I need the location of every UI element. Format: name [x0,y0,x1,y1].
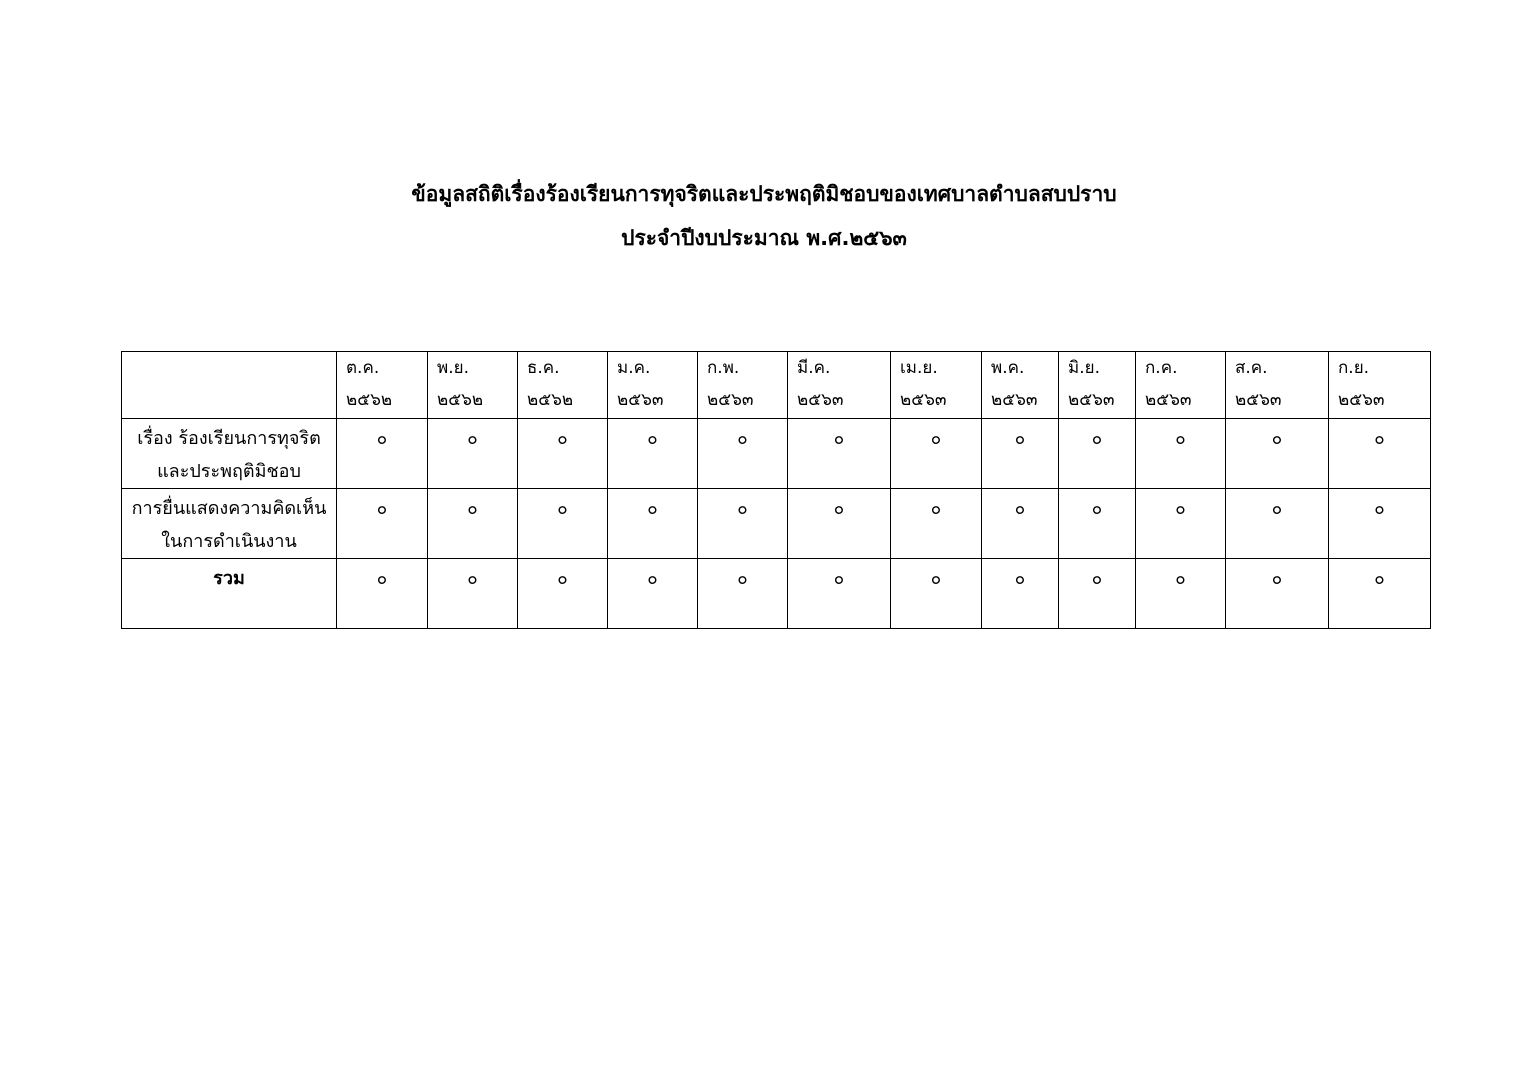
month-label: พ.ค. [991,358,1025,378]
month-label: ส.ค. [1235,358,1268,378]
value-cell: ๐ [788,489,891,559]
value-cell: ๐ [891,419,982,489]
year-label: ๒๕๖๓ [797,390,844,410]
value-cell: ๐ [518,489,608,559]
month-label: มี.ค. [797,358,831,378]
value-cell: ๐ [1226,489,1329,559]
year-label: ๒๕๖๓ [707,390,754,410]
month-header [1226,352,1329,419]
year-label: ๒๕๖๓ [900,390,947,410]
total-value-cell: ๐ [788,559,891,629]
row-label [122,489,337,559]
month-header [518,352,608,419]
month-label: มิ.ย. [1068,358,1100,378]
month-header [891,352,982,419]
year-label: ๒๕๖๓ [617,390,664,410]
month-header [788,352,891,419]
value-cell: ๐ [608,489,698,559]
month-header [698,352,788,419]
total-value-cell: ๐ [891,559,982,629]
year-label: ๒๕๖๓ [1235,390,1282,410]
total-value-cell: ๐ [982,559,1059,629]
value-cell: ๐ [788,419,891,489]
table-row [122,419,1431,489]
total-value-cell: ๐ [1329,559,1431,629]
row-label-line: ในการดำเนินงาน [161,531,297,552]
value-cell: ๐ [1329,419,1431,489]
row-label-line: และประพฤติมิชอบ [157,461,301,482]
table-header-row [122,352,1431,419]
title-line-2: ประจำปีงบประมาณ พ.ศ.๒๕๖๓ [621,226,907,250]
value-cell: ๐ [982,419,1059,489]
document-title [0,172,1528,260]
value-cell: ๐ [891,489,982,559]
month-header [1329,352,1431,419]
header-corner-cell [122,352,337,419]
total-row [122,559,1431,629]
month-header [1059,352,1136,419]
value-cell: ๐ [428,489,518,559]
table-row [122,489,1431,559]
year-label: ๒๕๖๓ [1068,390,1115,410]
total-value-cell: ๐ [1136,559,1226,629]
month-header [608,352,698,419]
total-value-cell: ๐ [698,559,788,629]
row-label [122,419,337,489]
value-cell: ๐ [1226,419,1329,489]
row-label-line: เรื่อง ร้องเรียนการทุจริต [137,428,321,449]
total-value-cell: ๐ [518,559,608,629]
value-cell: ๐ [982,489,1059,559]
total-value-cell: ๐ [428,559,518,629]
total-value-cell: ๐ [1059,559,1136,629]
total-value-cell: ๐ [608,559,698,629]
row-label-line: การยื่นแสดงความคิดเห็น [131,498,327,519]
total-value-cell: ๐ [337,559,428,629]
month-header [1136,352,1226,419]
value-cell: ๐ [518,419,608,489]
month-label: พ.ย. [437,358,469,378]
value-cell: ๐ [337,489,428,559]
year-label: ๒๕๖๓ [1145,390,1192,410]
value-cell: ๐ [428,419,518,489]
value-cell: ๐ [1136,419,1226,489]
month-header [982,352,1059,419]
year-label: ๒๕๖๒ [346,390,393,410]
month-label: ก.พ. [707,358,740,378]
month-header [337,352,428,419]
title-line-1: ข้อมูลสถิติเรื่องร้องเรียนการทุจริตและประพฤติมิชอบของเทศบาลตำบลสบปราบ [411,182,1117,206]
value-cell: ๐ [337,419,428,489]
year-label: ๒๕๖๒ [527,390,574,410]
month-label: ก.ค. [1145,358,1178,378]
month-label: ธ.ค. [527,358,560,378]
total-label: รวม [122,559,337,629]
month-header [428,352,518,419]
total-value-cell: ๐ [1226,559,1329,629]
value-cell: ๐ [1136,489,1226,559]
year-label: ๒๕๖๓ [991,390,1038,410]
value-cell: ๐ [608,419,698,489]
month-label: ม.ค. [617,358,651,378]
month-label: ต.ค. [346,358,380,378]
year-label: ๒๕๖๓ [1338,390,1385,410]
value-cell: ๐ [1329,489,1431,559]
value-cell: ๐ [698,419,788,489]
value-cell: ๐ [1059,489,1136,559]
value-cell: ๐ [1059,419,1136,489]
month-label: ก.ย. [1338,358,1370,378]
complaint-statistics-table [121,351,1431,629]
month-label: เม.ย. [900,358,938,378]
value-cell: ๐ [698,489,788,559]
year-label: ๒๕๖๒ [437,390,484,410]
